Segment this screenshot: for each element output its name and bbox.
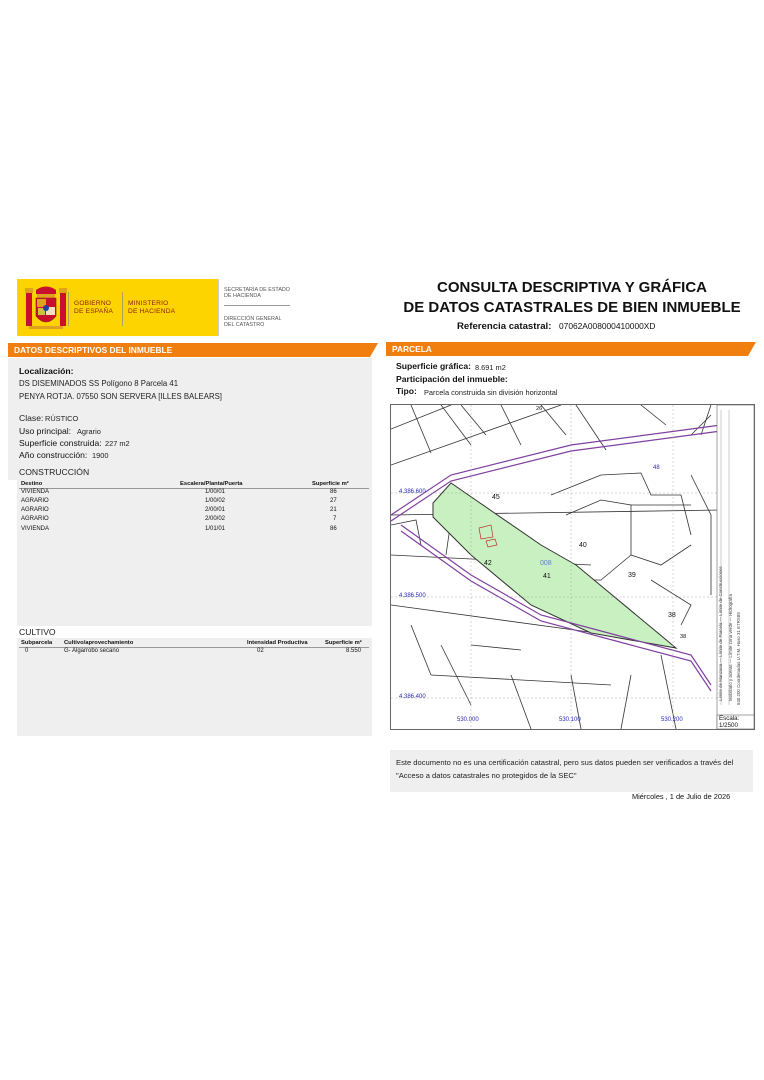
tipo-label: Tipo: (396, 386, 417, 396)
cultivo-header-superficie: Superficie m² (325, 640, 362, 646)
table-row-superficie: 86 (330, 526, 337, 532)
map-canvas (391, 405, 754, 729)
table-row-escalera: 1/00/01 (205, 489, 226, 495)
map-x-label: 530.000 (457, 717, 479, 723)
secretaria-label: SECRETARÍA DE ESTADO DE HACIENDA (224, 287, 290, 300)
construccion-table-bg (17, 479, 372, 626)
map-x-label: 530.200 (661, 717, 683, 723)
cultivo-title: CULTIVO (19, 627, 56, 637)
table-row-escalera: 2/00/02 (205, 516, 226, 522)
superficie-value: 227 m2 (105, 439, 130, 448)
parcela-bar: PARCELA (386, 342, 748, 356)
parcel-label: 42 (484, 560, 492, 567)
table-row-subparcela: 0 (25, 648, 29, 654)
table-row-superficie: 21 (330, 507, 337, 513)
parcel-label: 48 (653, 465, 660, 471)
table-row-destino: AGRARIO (21, 516, 49, 522)
localizacion-label: Localización: (19, 366, 74, 376)
document-date: Miércoles , 1 de Julio de 2026 (632, 792, 731, 801)
cultivo-header-intensidad: Intensidad Productiva (247, 640, 308, 646)
ministerio-label: MINISTERIO DE HACIENDA (128, 300, 176, 315)
parcel-label-highlighted: 41 (543, 573, 551, 580)
escala-label: Escala: (719, 715, 740, 722)
parcel-label: 38 (680, 634, 687, 640)
table-row-superficie: 8.550 (346, 648, 362, 654)
parcel-label: 40 (579, 542, 587, 549)
localizacion-line2: PENYA ROTJA. 07550 SON SERVERA [ILLES BALEARS] (19, 392, 222, 401)
table-row-destino: VIVIENDA (21, 489, 50, 495)
cadastral-map (390, 404, 755, 730)
sup-grafica-label: Superficie gráfica: (396, 361, 471, 371)
table-row-destino: AGRARIO (21, 507, 49, 513)
secretaria-divider (224, 305, 290, 306)
construccion-title: CONSTRUCCIÓN (19, 467, 90, 477)
cultivo-header-subparcela: Subparcela (21, 640, 53, 646)
parcel-label: 39 (628, 572, 636, 579)
cultivo-header-cultivo: Cultivo/aprovechamiento (64, 640, 134, 646)
map-side-text: 530.200 Coordenadas U.T.M. Huso 31 ETRS89 (736, 612, 741, 705)
map-y-label: 4.386.400 (399, 694, 426, 700)
disclaimer-text: Este documento no es una certificación catastral, pero sus datos pueden ser verificados a través del "Acceso a datos catastrales no protegidos de la SEC" (396, 758, 734, 780)
parcel-label: 38 (668, 612, 676, 619)
parcel-label: 26 (536, 406, 543, 412)
gobierno-label: GOBIERNO DE ESPAÑA (74, 300, 114, 315)
table-row-superficie: 7 (333, 516, 337, 522)
table-row-superficie: 86 (330, 489, 337, 495)
datos-descriptivos-bar: DATOS DESCRIPTIVOS DEL INMUEBLE (8, 343, 370, 357)
table-row-destino: VIVIENDA (21, 526, 50, 532)
clase-label: Clase: (19, 413, 44, 423)
uso-value: Agrario (77, 427, 101, 436)
construccion-header-escalera: Escalera/Planta/Puerta (180, 481, 243, 487)
table-row-intensidad: 02 (257, 648, 264, 654)
direccion-label: DIRECCIÓN GENERAL DEL CATASTRO (224, 316, 282, 329)
table-row-escalera: 1/00/02 (205, 498, 226, 504)
localizacion-line1: DS DISEMINADOS SS Polígono 8 Parcela 41 (19, 379, 179, 388)
table-row-escalera: 2/00/01 (205, 507, 226, 513)
table-row-destino: AGRARIO (21, 498, 49, 504)
page-title-line1: CONSULTA DESCRIPTIVA Y GRÁFICA (436, 279, 707, 296)
map-side-text: Mobiliario y aceras — Límite zona verde — Hidrografía (728, 594, 733, 701)
construccion-header-superficie: Superficie m² (312, 481, 349, 487)
map-y-label: 4.386.600 (399, 489, 426, 495)
parcel-label: 45 (492, 494, 500, 501)
polygon-label: 008 (540, 560, 552, 567)
header-divider (122, 292, 123, 326)
uso-label: Uso principal: (19, 426, 72, 436)
table-divider (19, 488, 369, 489)
page-title-line2: DE DATOS CATASTRALES DE BIEN INMUEBLE (403, 299, 741, 316)
map-y-label: 4.386.500 (399, 593, 426, 599)
sup-grafica-value: 8.691 m2 (475, 363, 506, 372)
superficie-label: Superficie construida: (19, 438, 102, 448)
table-row-cultivo: G- Algarrobo secano (64, 648, 120, 654)
table-row-escalera: 1/01/01 (205, 526, 226, 532)
anio-label: Año construcción: (19, 450, 88, 460)
coat-of-arms-logo (24, 284, 68, 332)
table-row-superficie: 27 (330, 498, 337, 504)
escala-value: 1/2500 (719, 722, 738, 729)
anio-value: 1900 (92, 451, 109, 460)
construccion-header-destino: Destino (21, 481, 43, 487)
participacion-label: Participación del inmueble: (396, 374, 508, 384)
tipo-value: Parcela construida sin división horizontal (424, 388, 558, 397)
ref-catastral-value: 07062A008000410000XD (559, 321, 656, 331)
ref-catastral-label: Referencia catastral: (457, 321, 552, 332)
map-side-text: Límite de Manzana — Límite de Parcela — Límite de Construcciones (718, 566, 723, 701)
clase-value: RÚSTICO (45, 414, 79, 423)
map-x-label: 530.100 (559, 717, 581, 723)
header-divider (68, 292, 69, 326)
